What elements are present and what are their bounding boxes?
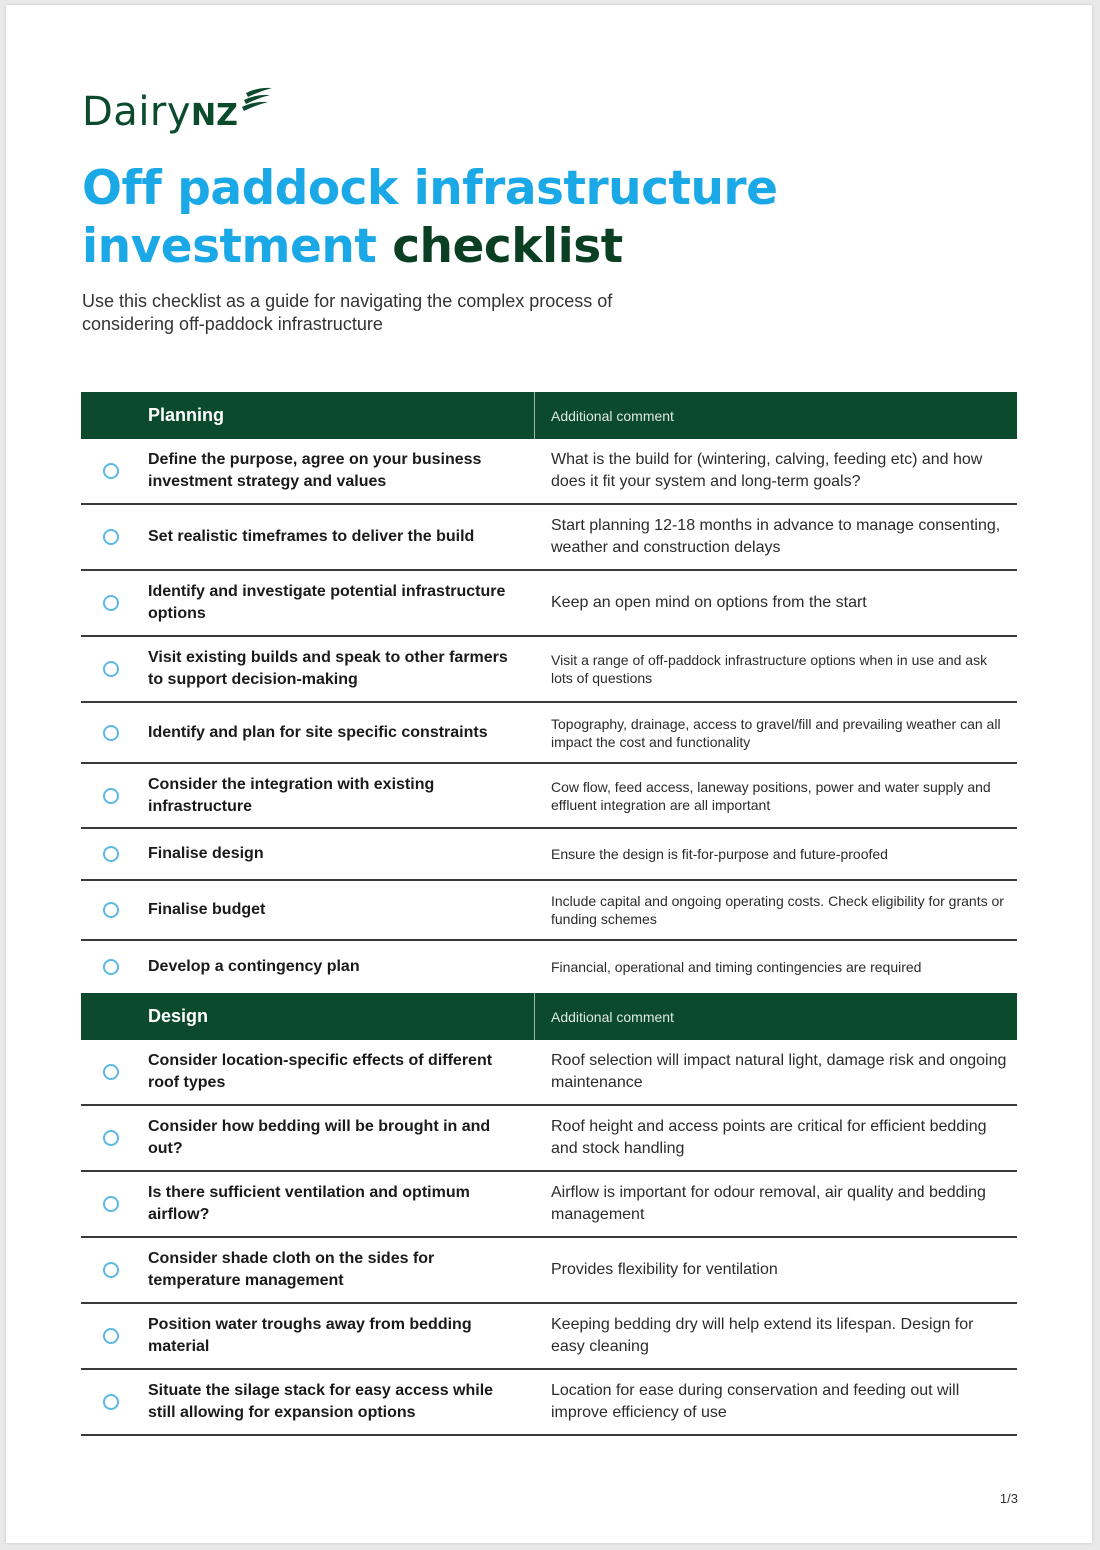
task-text: Consider location-specific effects of different roof types: [148, 1052, 493, 1091]
checklist-row: [81, 764, 1017, 829]
section-header-planning: [81, 392, 1017, 439]
checklist-row: [81, 881, 1017, 941]
checklist-row: [81, 1172, 1017, 1238]
checkbox[interactable]: [103, 846, 119, 862]
checkbox[interactable]: [103, 595, 119, 611]
task-text: Develop a contingency plan: [148, 958, 360, 975]
comment-text: Cow flow, feed access, laneway positions, power and water supply and effluent integration are all important: [551, 778, 991, 813]
checklist-row: [81, 571, 1017, 637]
logo-suffix-text: NZ: [191, 98, 238, 133]
document-page: [6, 5, 1092, 1543]
comment-text: Topography, drainage, access to gravel/fill and prevailing weather can all impact the cost and functionality: [551, 715, 1001, 750]
checkbox[interactable]: [103, 1130, 119, 1146]
checklist-row: [81, 439, 1017, 505]
task-text: Define the purpose, agree on your business investment strategy and values: [148, 451, 482, 490]
task-text: Finalise budget: [148, 901, 266, 918]
task-text: Consider shade cloth on the sides for temperature management: [148, 1250, 435, 1289]
comment-text: Start planning 12-18 months in advance to manage consenting, weather and construction delays: [551, 517, 1001, 556]
checklist-row: [81, 1238, 1017, 1304]
checklist-row: [81, 941, 1017, 993]
checkbox[interactable]: [103, 959, 119, 975]
comment-text: Provides flexibility for ventilation: [551, 1261, 778, 1278]
comment-text: Ensure the design is fit-for-purpose and future-proofed: [551, 846, 888, 862]
checkbox[interactable]: [103, 1064, 119, 1080]
title-line-1: Off paddock infrastructure: [82, 161, 778, 216]
task-text: Finalise design: [148, 845, 264, 862]
comment-text: Financial, operational and timing contingencies are required: [551, 959, 922, 975]
checklist-table: [81, 392, 1017, 1436]
logo-main-text: Dairy: [82, 89, 192, 135]
checklist-row: [81, 829, 1017, 881]
checklist-row: [81, 1304, 1017, 1370]
checkbox[interactable]: [103, 902, 119, 918]
task-text: Situate the silage stack for easy access while still allowing for expansion options: [148, 1382, 494, 1421]
title-line-2-dark: checklist: [392, 219, 623, 274]
comment-text: Include capital and ongoing operating costs. Check eligibility for grants or funding schemes: [551, 893, 1004, 927]
task-text: Identify and plan for site specific constraints: [148, 723, 488, 741]
page-title: [82, 160, 777, 276]
comment-text: Roof height and access points are critical for efficient bedding and stock handling: [551, 1118, 987, 1157]
checkbox[interactable]: [103, 725, 119, 741]
page-number: 1/3: [999, 1491, 1018, 1506]
checklist-row: [81, 1040, 1017, 1106]
comment-text: Airflow is important for odour removal, air quality and bedding management: [551, 1184, 986, 1223]
task-text: Visit existing builds and speak to other farmers to support decision-making: [148, 649, 508, 688]
title-line-2-blue: investment: [82, 219, 377, 274]
task-text: Consider the integration with existing infrastructure: [148, 775, 435, 815]
dairynz-logo: [82, 87, 274, 147]
checklist-row: [81, 1106, 1017, 1172]
checkbox[interactable]: [103, 529, 119, 545]
task-text: Is there sufficient ventilation and optimum airflow?: [148, 1184, 470, 1223]
checklist-row: [81, 703, 1017, 764]
task-text: Consider how bedding will be brought in and out?: [148, 1118, 491, 1157]
logo-swoosh-icon: [240, 85, 274, 115]
comment-text: Keep an open mind on options from the start: [551, 594, 867, 611]
checkbox[interactable]: [103, 1394, 119, 1410]
checklist-row: [81, 1370, 1017, 1436]
comment-heading: Additional comment: [551, 407, 674, 424]
checklist-row: [81, 637, 1017, 703]
checkbox[interactable]: [103, 661, 119, 677]
checklist-row: [81, 505, 1017, 571]
task-text: Position water troughs away from bedding material: [148, 1316, 472, 1355]
comment-text: Location for ease during conservation and feeding out will improve efficiency of use: [551, 1382, 960, 1421]
checkbox[interactable]: [103, 788, 119, 804]
comment-heading: Additional comment: [551, 1008, 674, 1025]
checkbox[interactable]: [103, 1196, 119, 1212]
comment-text: What is the build for (wintering, calving, feeding etc) and how does it fit your system and long-term goals?: [551, 451, 983, 490]
task-text: Identify and investigate potential infrastructure options: [148, 583, 506, 622]
comment-text: Visit a range of off-paddock infrastructure options when in use and ask lots of questions: [551, 652, 988, 686]
intro-text: Use this checklist as a guide for navigating the complex process of considering off-paddock infrastructure: [82, 291, 613, 334]
checkbox[interactable]: [103, 463, 119, 479]
checkbox[interactable]: [103, 1262, 119, 1278]
comment-text: Keeping bedding dry will help extend its lifespan. Design for easy cleaning: [551, 1316, 974, 1355]
comment-text: Roof selection will impact natural light, damage risk and ongoing maintenance: [551, 1052, 1007, 1091]
section-heading: Planning: [81, 392, 535, 439]
section-header-design: [81, 993, 1017, 1040]
task-text: Set realistic timeframes to deliver the build: [148, 528, 475, 545]
section-heading: Design: [81, 993, 535, 1040]
checkbox[interactable]: [103, 1328, 119, 1344]
